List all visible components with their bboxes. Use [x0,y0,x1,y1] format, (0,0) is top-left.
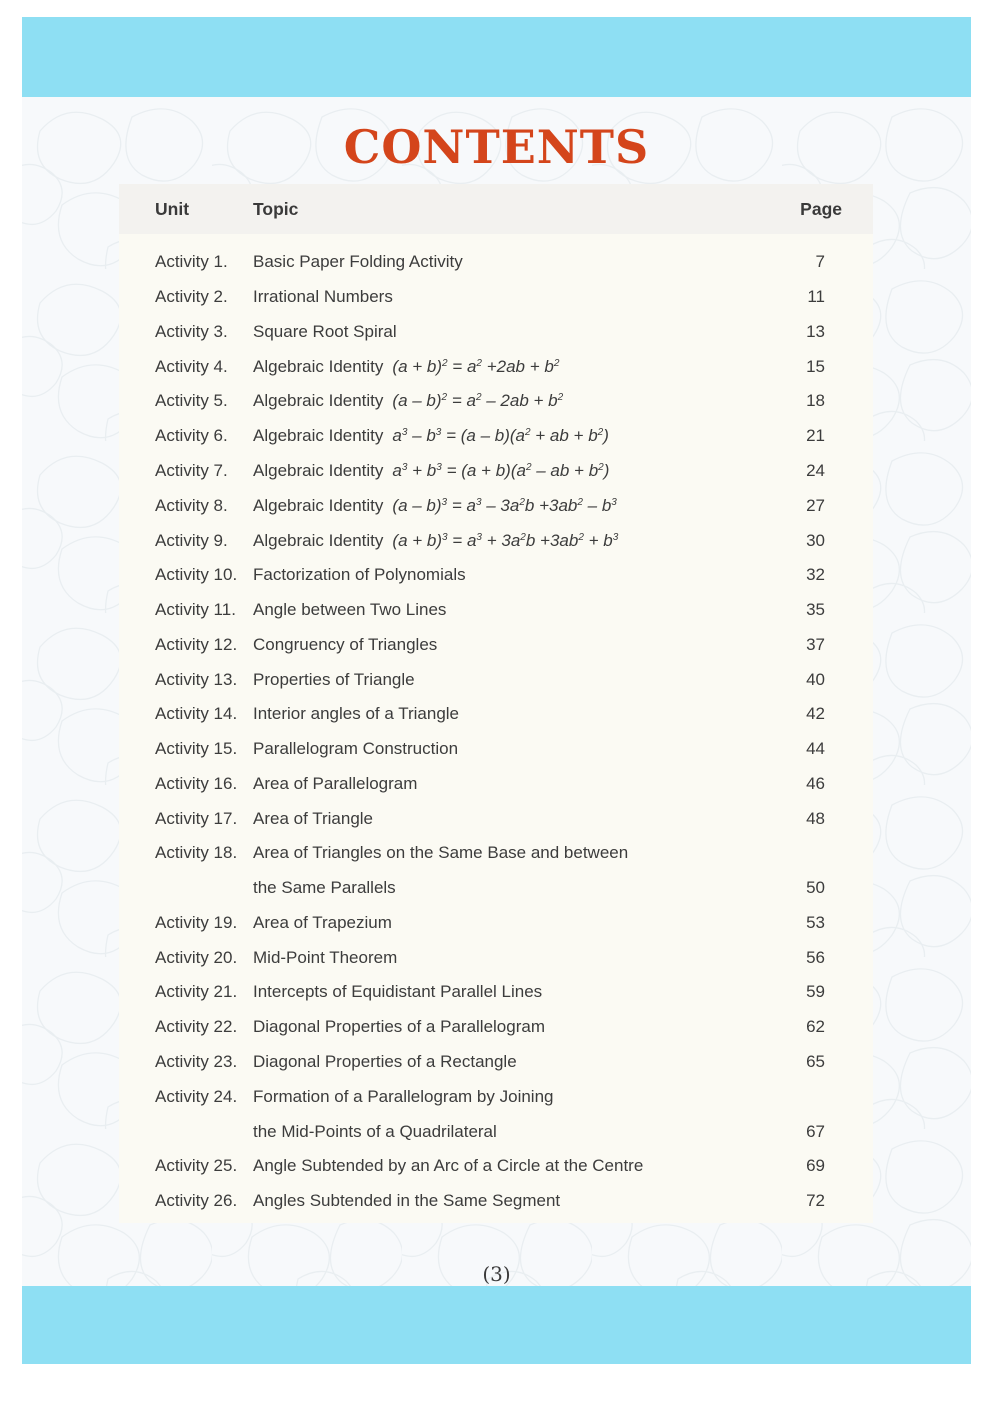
table-row [119,523,873,558]
math-formula: $(a + b)^3 = a^3 + 3a^2b +3ab^2 + b^3$ [392,530,619,550]
topic-label: Area of Trapezium [253,912,392,932]
table-row [119,315,873,350]
topic-label: Basic Paper Folding Activity [253,252,463,272]
table-row [119,766,873,801]
bottom-banner [22,1286,971,1364]
page-number: 24 [806,460,825,480]
page-number: 48 [806,808,825,828]
topic-label: Area of Triangles on the Same Base and between [253,843,629,863]
table-row-line [119,662,873,697]
table-row [119,1045,873,1080]
topic-label: Diagonal Properties of a Rectangle [253,1051,517,1071]
topic-label: Angle Subtended by an Arc of a Circle at the Centre [253,1156,644,1176]
unit-label: Activity 10. [155,565,238,585]
unit-label: Activity 7. [155,460,228,480]
table-row-line [119,454,873,489]
page-number: 62 [806,1017,825,1037]
table-row-line [119,1010,873,1045]
table-row-line [119,766,873,801]
page-number: 46 [806,773,825,793]
table-row-line [119,975,873,1010]
page-number: 18 [806,391,825,411]
page-number: 67 [806,1121,825,1141]
table-header-row [119,184,873,234]
unit-label: Activity 3. [155,321,228,341]
table-row-line [119,558,873,593]
math-formula: $(a - b)^2 = a^2 - 2ab + b^2$ [392,391,564,411]
unit-label: Activity 5. [155,391,228,411]
unit-label: Activity 16. [155,773,238,793]
table-row [119,419,873,454]
table-row-line [119,1114,873,1149]
page-number: 21 [806,426,825,446]
table-row-line [119,801,873,836]
table-row-line [119,871,873,906]
unit-label: Activity 12. [155,634,238,654]
page-number: 50 [806,878,825,898]
table-row [119,349,873,384]
table-row [119,593,873,628]
topic-label: Mid-Point Theorem [253,947,398,967]
top-banner [22,17,971,97]
page-number: 72 [806,1191,825,1211]
unit-label: Activity 25. [155,1156,238,1176]
table-row [119,627,873,662]
table-row-line [119,1045,873,1080]
unit-label: Activity 2. [155,287,228,307]
table-row-line [119,488,873,523]
page-number: 37 [806,634,825,654]
table-row [119,975,873,1010]
table-row-line [119,732,873,767]
topic-label: Parallelogram Construction [253,739,459,759]
topic-label: Intercepts of Equidistant Parallel Lines [253,982,543,1002]
table-row-line [119,315,873,350]
page-number: 40 [806,669,825,689]
table-row-line [119,697,873,732]
column-header-page: Page [800,198,842,219]
page-number: 59 [806,982,825,1002]
unit-label: Activity 17. [155,808,238,828]
topic-label: Congruency of Triangles [253,634,438,654]
page-number: 56 [806,947,825,967]
table-row [119,384,873,419]
page-number: 69 [806,1156,825,1176]
topic-label: Formation of a Parallelogram by Joining [253,1086,554,1106]
topic-label: Algebraic Identity $a^3 + b^3 = (a + b)(a^2$ – ab + $b^2$) [253,460,610,480]
table-row-line [119,593,873,628]
page-number: 27 [806,495,825,515]
topic-label: the Same Parallels [253,878,396,898]
topic-label: Properties of Triangle [253,669,415,689]
topic-label: Area of Parallelogram [253,773,418,793]
table-row [119,1079,873,1149]
topic-label: Interior angles of a Triangle [253,704,460,724]
topic-label: Factorization of Polynomials [253,565,466,585]
topic-label: Algebraic Identity $a^3 - b^3 = (a - b)(a^2$ + ab + $b^2$) [253,426,609,446]
table-row [119,558,873,593]
unit-label: Activity 18. [155,843,238,863]
table-row [119,697,873,732]
unit-label: Activity 20. [155,947,238,967]
unit-label: Activity 19. [155,912,238,932]
topic-label: Algebraic Identity $(a + b)^2 = a^2 +2ab + b^2$ [253,356,560,376]
page-number: 13 [806,321,825,341]
table-row [119,1010,873,1045]
page-number: 32 [806,565,825,585]
table-row-line [119,419,873,454]
table-row-line [119,523,873,558]
unit-label: Activity 6. [155,426,228,446]
topic-label: Irrational Numbers [253,287,393,307]
table-row [119,906,873,941]
column-header-topic: Topic [253,198,299,219]
page-number: 11 [807,287,825,307]
page-title: CONTENTS [343,120,650,174]
table-row [119,245,873,280]
table-row [119,940,873,975]
topic-label: Diagonal Properties of a Parallelogram [253,1017,545,1037]
unit-label: Activity 14. [155,704,238,724]
page-number: 44 [806,739,825,759]
unit-label: Activity 24. [155,1086,238,1106]
page-number: 65 [806,1051,825,1071]
table-row-line [119,384,873,419]
topic-label: Angle between Two Lines [253,600,447,620]
table-row [119,801,873,836]
table-row-line [119,1079,873,1114]
math-formula: $a^3 + b^3 = (a + b)(a^2$ – ab + $b^2$) [392,460,610,480]
topic-label: Algebraic Identity $(a - b)^2 = a^2 - 2ab + b^2$ [253,391,564,411]
unit-label: Activity 8. [155,495,228,515]
topic-label: Algebraic Identity $(a + b)^3 = a^3 + 3a^2b +3ab^2 + b^3$ [253,530,619,550]
contents-table [119,184,873,1223]
table-row [119,1184,873,1219]
table-row-line [119,1184,873,1219]
table-row [119,662,873,697]
table-row [119,1149,873,1184]
unit-label: Activity 11. [155,600,236,620]
table-body [119,234,873,1218]
table-row-line [119,940,873,975]
page-number: 53 [806,912,825,932]
unit-label: Activity 15. [155,739,238,759]
table-row-line [119,245,873,280]
page-number: 7 [815,252,825,272]
math-formula: $(a - b)^3 = a^3 - 3a^2b +3ab^2 - b^3$ [392,495,617,515]
table-row [119,454,873,489]
unit-label: Activity 13. [155,669,238,689]
table-row [119,732,873,767]
table-row-line [119,836,873,871]
table-row [119,836,873,906]
unit-label: Activity 26. [155,1191,238,1211]
topic-label: Angles Subtended in the Same Segment [253,1191,561,1211]
unit-label: Activity 4. [155,356,228,376]
table-row-line [119,1149,873,1184]
unit-label: Activity 22. [155,1017,238,1037]
page-number: 15 [806,356,825,376]
unit-label: Activity 9. [155,530,228,550]
table-row-line [119,280,873,315]
table-row-line [119,906,873,941]
table-row [119,280,873,315]
topic-label: Area of Triangle [253,808,374,828]
page-number: 30 [806,530,825,550]
column-header-unit: Unit [155,198,190,219]
topic-label: Square Root Spiral [253,321,397,341]
table-row [119,488,873,523]
topic-label: Algebraic Identity $(a - b)^3 = a^3 - 3a^2b +3ab^2 - b^3$ [253,495,617,515]
unit-label: Activity 23. [155,1051,238,1071]
unit-label: Activity 1. [155,252,228,272]
unit-label: Activity 21. [155,982,238,1002]
topic-label: the Mid-Points of a Quadrilateral [253,1121,497,1141]
table-row-line [119,349,873,384]
folio-page-number: (3) [482,1262,511,1286]
page-number: 35 [806,600,825,620]
page-number: 42 [806,704,825,724]
math-formula: $a^3 - b^3 = (a - b)(a^2$ + ab + $b^2$) [392,426,609,446]
math-formula: $(a + b)^2 = a^2 +2ab + b^2$ [392,356,560,376]
table-row-line [119,627,873,662]
